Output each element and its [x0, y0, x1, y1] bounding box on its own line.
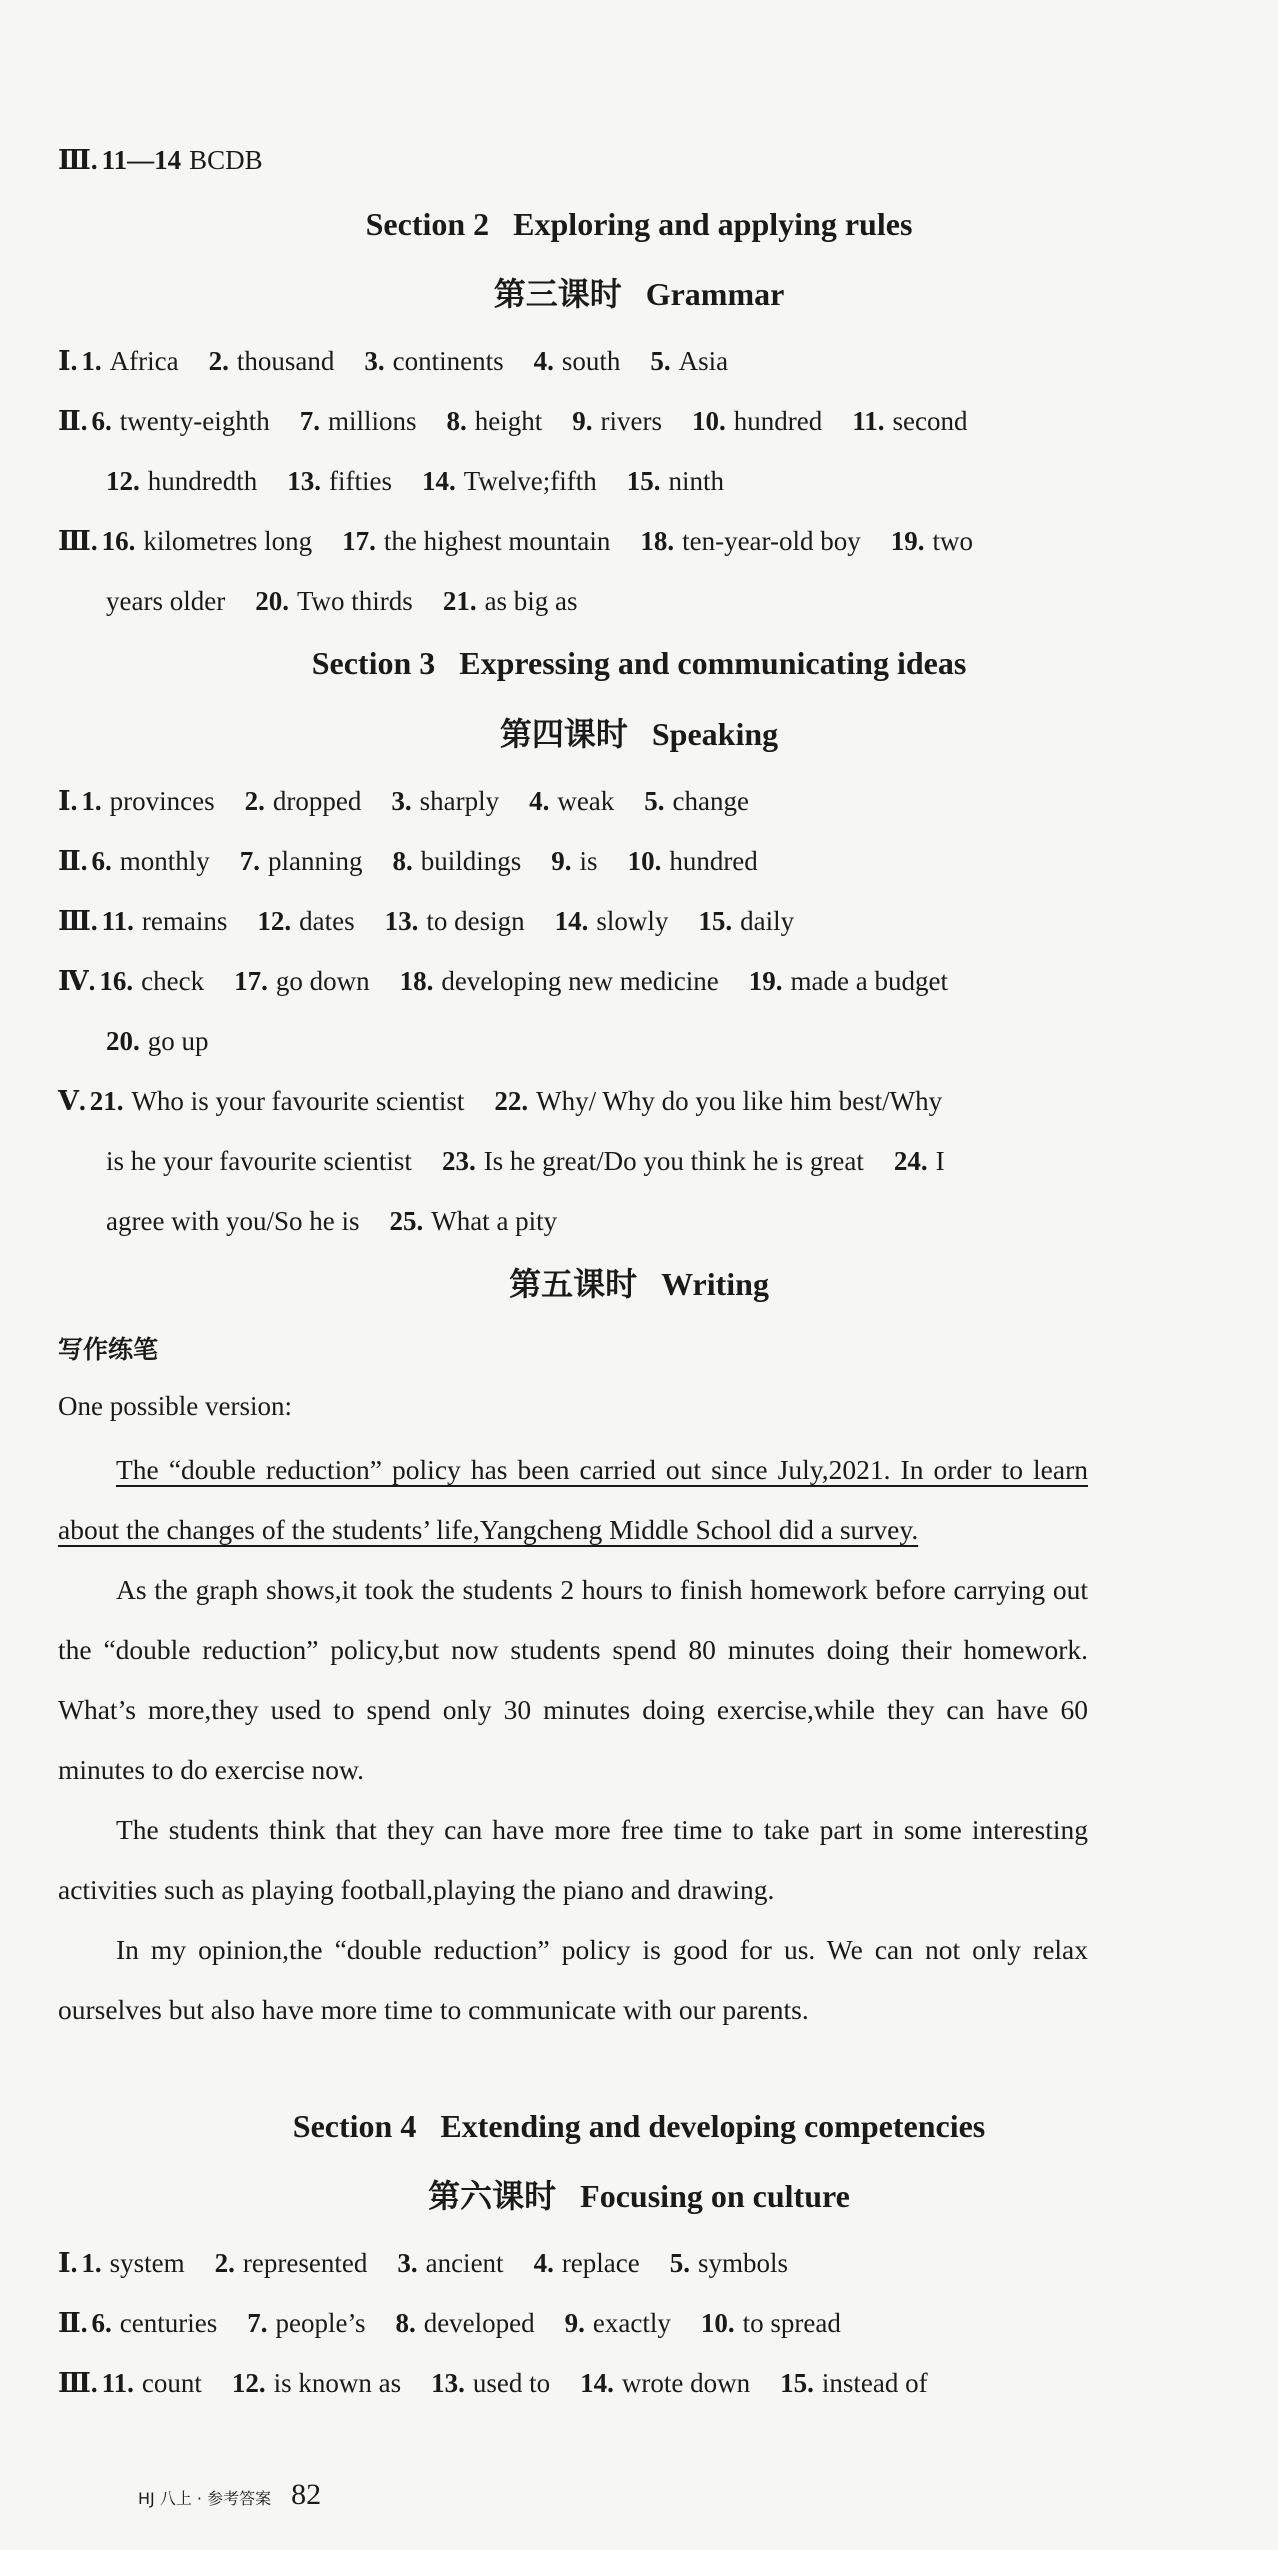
answer-text: Is he great/Do you think he is great	[483, 1146, 864, 1176]
answer-item	[102, 526, 312, 556]
question-number: 7.	[247, 2308, 268, 2338]
answer-item	[529, 786, 614, 816]
question-number: 19.	[890, 526, 925, 556]
answer-text: developed	[423, 2308, 535, 2338]
answer-item	[650, 346, 728, 376]
answer-line	[58, 2305, 841, 2341]
answer-line	[58, 783, 749, 819]
answer-item	[102, 145, 263, 175]
question-group-label: Ⅱ.	[58, 2308, 88, 2338]
answer-text: hundred	[733, 406, 823, 436]
question-number: 9.	[572, 406, 593, 436]
question-number: 15.	[626, 466, 661, 496]
answer-text: rivers	[600, 406, 662, 436]
question-number: 2.	[208, 346, 229, 376]
question-number: 14.	[580, 2368, 614, 2398]
answer-text: continents	[392, 346, 504, 376]
answer-line	[58, 2245, 788, 2281]
question-number: 21.	[89, 1086, 124, 1116]
question-number: 23.	[441, 1146, 476, 1176]
answer-text: people’s	[275, 2308, 366, 2338]
writing-paragraph: The “double reduction” policy has been carried out since July,2021. In order to learn about the changes of the students’ life,Yangcheng Middle School did a survey.	[58, 1454, 1088, 1545]
answer-item	[287, 466, 392, 496]
question-number: 10.	[691, 406, 726, 436]
question-number: 7.	[299, 406, 320, 436]
answer-item	[644, 786, 749, 816]
answer-text: fifties	[328, 466, 392, 496]
answer-item	[81, 2248, 184, 2278]
answer-text: check	[141, 966, 205, 996]
answer-text: agree with you/So he is	[106, 1206, 360, 1236]
question-number: 5.	[669, 2248, 690, 2278]
question-number: 20.	[255, 586, 289, 616]
answer-item	[393, 846, 522, 876]
question-number: 13.	[384, 906, 419, 936]
answer-item	[692, 406, 822, 436]
question-number: 14.	[554, 906, 589, 936]
answer-item	[92, 406, 270, 436]
answer-text: as big as	[484, 586, 578, 616]
question-number: 9.	[564, 2308, 585, 2338]
answer-text: remains	[141, 906, 228, 936]
answer-text: is he your favourite scientist	[106, 1146, 412, 1176]
answer-text: change	[672, 786, 749, 816]
question-number: 4.	[529, 786, 550, 816]
question-group-label: Ⅴ.	[58, 1086, 86, 1116]
writing-paragraph: As the graph shows,it took the students 2 hours to finish homework before carrying out the “double reduction” policy,but now students spend 80 minutes doing their homework. What’s more,they used to spend only 30 minutes doing exercise,while they can have 60 minutes to do exercise now.	[58, 1574, 1088, 1785]
answer-text: BCDB	[189, 145, 263, 175]
answer-item	[92, 846, 210, 876]
writing-intro: One possible version:	[58, 1391, 292, 1421]
answer-item	[442, 1146, 864, 1176]
answer-item	[92, 2308, 218, 2338]
answer-text: south	[561, 346, 621, 376]
answer-text: made a budget	[790, 966, 948, 996]
answer-line	[58, 1083, 942, 1119]
question-number: 11—14	[101, 145, 182, 175]
answer-text: kilometres long	[143, 526, 313, 556]
question-number: 6.	[91, 846, 112, 876]
question-number: 2.	[244, 786, 265, 816]
answer-text: sharply	[419, 786, 500, 816]
answer-line	[58, 2365, 928, 2401]
question-number: 22.	[494, 1086, 529, 1116]
answer-text: ten-year-old boy	[682, 526, 861, 556]
answer-text: planning	[268, 846, 363, 876]
writing-label: 写作练笔	[58, 1335, 159, 1364]
answer-item	[215, 2248, 368, 2278]
answer-item	[385, 906, 525, 936]
answer-item	[628, 846, 758, 876]
answer-text: represented	[242, 2248, 368, 2278]
answer-text: millions	[327, 406, 417, 436]
question-number: 19.	[748, 966, 783, 996]
answer-item	[81, 346, 178, 376]
answer-item	[891, 526, 973, 556]
answer-item	[389, 1206, 557, 1236]
answer-text: ancient	[425, 2248, 504, 2278]
question-number: 24.	[893, 1146, 928, 1176]
section-heading: Section 4 Extending and developing competencies	[292, 2108, 986, 2144]
question-number: 3.	[391, 786, 412, 816]
answer-item	[627, 466, 724, 496]
answer-item	[102, 906, 228, 936]
answer-text: instead of	[821, 2368, 928, 2398]
answer-line	[58, 843, 758, 879]
question-group-label: Ⅲ.	[58, 145, 98, 175]
section-heading: Section 3 Expressing and communicating ideas	[311, 645, 967, 681]
answer-text: Two thirds	[296, 586, 413, 616]
answer-text: I	[935, 1146, 945, 1176]
question-number: 2.	[214, 2248, 235, 2278]
question-number: 6.	[91, 2308, 112, 2338]
question-number: 14.	[421, 466, 456, 496]
question-number: 16.	[99, 966, 134, 996]
answer-item	[234, 966, 370, 996]
answer-text: to design	[426, 906, 525, 936]
page-footer	[138, 2478, 321, 2512]
answer-text: is	[579, 846, 598, 876]
answer-text: dropped	[272, 786, 362, 816]
answer-item	[232, 2368, 401, 2398]
answer-item	[852, 406, 967, 436]
answer-item	[443, 586, 578, 616]
question-number: 4.	[533, 346, 554, 376]
lesson-heading: 第三课时 Grammar	[493, 276, 785, 312]
question-number: 12.	[106, 466, 140, 496]
question-number: 8.	[446, 406, 467, 436]
answer-item	[640, 526, 860, 556]
answer-item	[894, 1146, 945, 1176]
lesson-heading: 第五课时 Writing	[509, 1266, 769, 1302]
writing-paragraph: In my opinion,the “double reduction” policy is good for us. We can not only relax ourselves but also have more time to communicate with our parents.	[58, 1934, 1088, 2025]
answer-item	[534, 2248, 640, 2278]
answer-text: replace	[561, 2248, 640, 2278]
question-number: 4.	[533, 2248, 554, 2278]
answer-item	[701, 2308, 841, 2338]
question-number: 15.	[698, 906, 733, 936]
answer-item	[102, 2368, 202, 2398]
question-number: 3.	[397, 2248, 418, 2278]
question-number: 25.	[389, 1206, 424, 1236]
question-number: 9.	[551, 846, 572, 876]
lesson-heading: 第六课时 Focusing on culture	[428, 2178, 850, 2214]
answer-text: thousand	[236, 346, 335, 376]
answer-text: developing new medicine	[441, 966, 719, 996]
answer-item	[698, 906, 794, 936]
answer-item	[106, 1146, 412, 1176]
question-number: 5.	[650, 346, 671, 376]
question-number: 18.	[399, 966, 434, 996]
answer-text: height	[474, 406, 543, 436]
question-number: 16.	[101, 526, 136, 556]
answer-line	[58, 403, 967, 439]
answer-item	[422, 466, 597, 496]
answer-text: system	[109, 2248, 185, 2278]
answer-item	[780, 2368, 927, 2398]
question-group-label: Ⅰ.	[58, 346, 78, 376]
question-number: 5.	[644, 786, 665, 816]
question-number: 8.	[395, 2308, 416, 2338]
question-number: 11.	[852, 406, 885, 436]
answer-text: is known as	[273, 2368, 402, 2398]
question-number: 20.	[106, 1026, 140, 1056]
answer-text: What a pity	[431, 1206, 558, 1236]
answer-text: years older	[106, 586, 226, 616]
answer-line	[106, 583, 578, 619]
answer-item	[494, 1086, 942, 1116]
answer-item	[106, 1206, 359, 1236]
question-number: 13.	[287, 466, 321, 496]
answer-item	[81, 786, 214, 816]
answer-text: to spread	[742, 2308, 841, 2338]
answer-text: symbols	[698, 2248, 789, 2278]
question-number: 7.	[239, 846, 261, 876]
answer-item	[342, 526, 610, 556]
question-group-label: Ⅲ.	[58, 2368, 98, 2398]
question-number: 17.	[342, 526, 376, 556]
question-group-label: Ⅱ.	[58, 846, 88, 876]
answer-line	[58, 963, 948, 999]
answer-text: Why/ Why do you like him best/Why	[536, 1086, 943, 1116]
answer-text: wrote down	[621, 2368, 751, 2398]
answer-item	[300, 406, 417, 436]
answer-text: Twelve;fifth	[463, 466, 597, 496]
answer-text: centuries	[119, 2308, 218, 2338]
answer-item	[534, 346, 621, 376]
answer-line	[58, 343, 728, 379]
question-group-label: Ⅳ.	[58, 966, 96, 996]
answer-text: exactly	[592, 2308, 671, 2338]
answer-item	[551, 846, 597, 876]
answer-item	[400, 966, 719, 996]
answer-item	[106, 1026, 209, 1056]
answer-item	[99, 966, 204, 996]
question-number: 18.	[640, 526, 675, 556]
answer-text: provinces	[109, 786, 215, 816]
question-number: 1.	[81, 346, 102, 376]
question-number: 8.	[392, 846, 413, 876]
question-group-label: Ⅰ.	[58, 786, 78, 816]
page-number: 82	[291, 2478, 322, 2511]
answer-text: Asia	[678, 346, 729, 376]
answer-item	[431, 2368, 550, 2398]
answer-item	[247, 2308, 365, 2338]
question-number: 12.	[257, 906, 292, 936]
answer-item	[90, 1086, 465, 1116]
answer-line	[106, 1143, 945, 1179]
answer-item	[447, 406, 543, 436]
question-number: 11.	[101, 906, 134, 936]
answer-text: dates	[299, 906, 355, 936]
answer-text: second	[892, 406, 968, 436]
answer-text: twenty-eighth	[119, 406, 270, 436]
answer-text: the highest mountain	[383, 526, 611, 556]
lesson-heading: 第四课时 Speaking	[499, 716, 779, 752]
question-number: 6.	[91, 406, 112, 436]
question-number: 3.	[364, 346, 385, 376]
answer-line	[106, 1023, 209, 1059]
answer-item	[572, 406, 662, 436]
answer-line	[58, 142, 263, 178]
answer-item	[391, 786, 499, 816]
answer-text: used to	[472, 2368, 551, 2398]
answer-line	[58, 523, 973, 559]
answer-text: daily	[740, 906, 795, 936]
answer-text: Who is your favourite scientist	[131, 1086, 465, 1116]
answer-item	[749, 966, 948, 996]
answer-item	[397, 2248, 503, 2278]
answer-item	[670, 2248, 788, 2278]
answer-text: monthly	[119, 846, 210, 876]
answer-item	[364, 346, 503, 376]
question-number: 15.	[780, 2368, 814, 2398]
answer-item	[257, 906, 354, 936]
question-number: 10.	[700, 2308, 735, 2338]
answer-item	[580, 2368, 750, 2398]
question-number: 1.	[81, 2248, 102, 2278]
section-heading: Section 2 Exploring and applying rules	[365, 206, 913, 242]
question-group-label: Ⅰ.	[58, 2248, 78, 2278]
question-number: 10.	[627, 846, 662, 876]
answer-item	[106, 466, 257, 496]
answer-text: hundred	[669, 846, 758, 876]
question-group-label: Ⅱ.	[58, 406, 88, 436]
answer-text: count	[141, 2368, 202, 2398]
question-number: 21.	[442, 586, 477, 616]
question-group-label: Ⅲ.	[58, 906, 98, 936]
question-group-label: Ⅲ.	[58, 526, 98, 556]
answer-line	[106, 463, 724, 499]
answer-item	[255, 586, 413, 616]
answer-text: go up	[147, 1026, 209, 1056]
question-number: 11.	[101, 2368, 134, 2398]
answer-item	[565, 2308, 671, 2338]
answer-text: slowly	[596, 906, 669, 936]
question-number: 13.	[431, 2368, 465, 2398]
answer-item	[245, 786, 362, 816]
question-number: 17.	[234, 966, 268, 996]
footer-label: HJ 八上 · 参考答案	[138, 2489, 272, 2508]
writing-sample	[58, 1440, 1088, 2040]
answer-line	[106, 1203, 557, 1239]
question-number: 1.	[81, 786, 102, 816]
question-number: 12.	[231, 2368, 266, 2398]
answer-text: weak	[557, 786, 615, 816]
answer-line	[58, 903, 794, 939]
answer-text: ninth	[668, 466, 725, 496]
answer-text: two	[932, 526, 973, 556]
answer-item	[555, 906, 669, 936]
answer-item	[240, 846, 363, 876]
answer-text: Africa	[109, 346, 179, 376]
answer-text: hundredth	[147, 466, 258, 496]
answer-item	[106, 586, 225, 616]
answer-text: buildings	[420, 846, 522, 876]
writing-paragraph: The students think that they can have more free time to take part in some interesting activities such as playing football,playing the piano and drawing.	[58, 1814, 1088, 1905]
answer-item	[395, 2308, 534, 2338]
answer-item	[209, 346, 335, 376]
answer-text: go down	[275, 966, 370, 996]
